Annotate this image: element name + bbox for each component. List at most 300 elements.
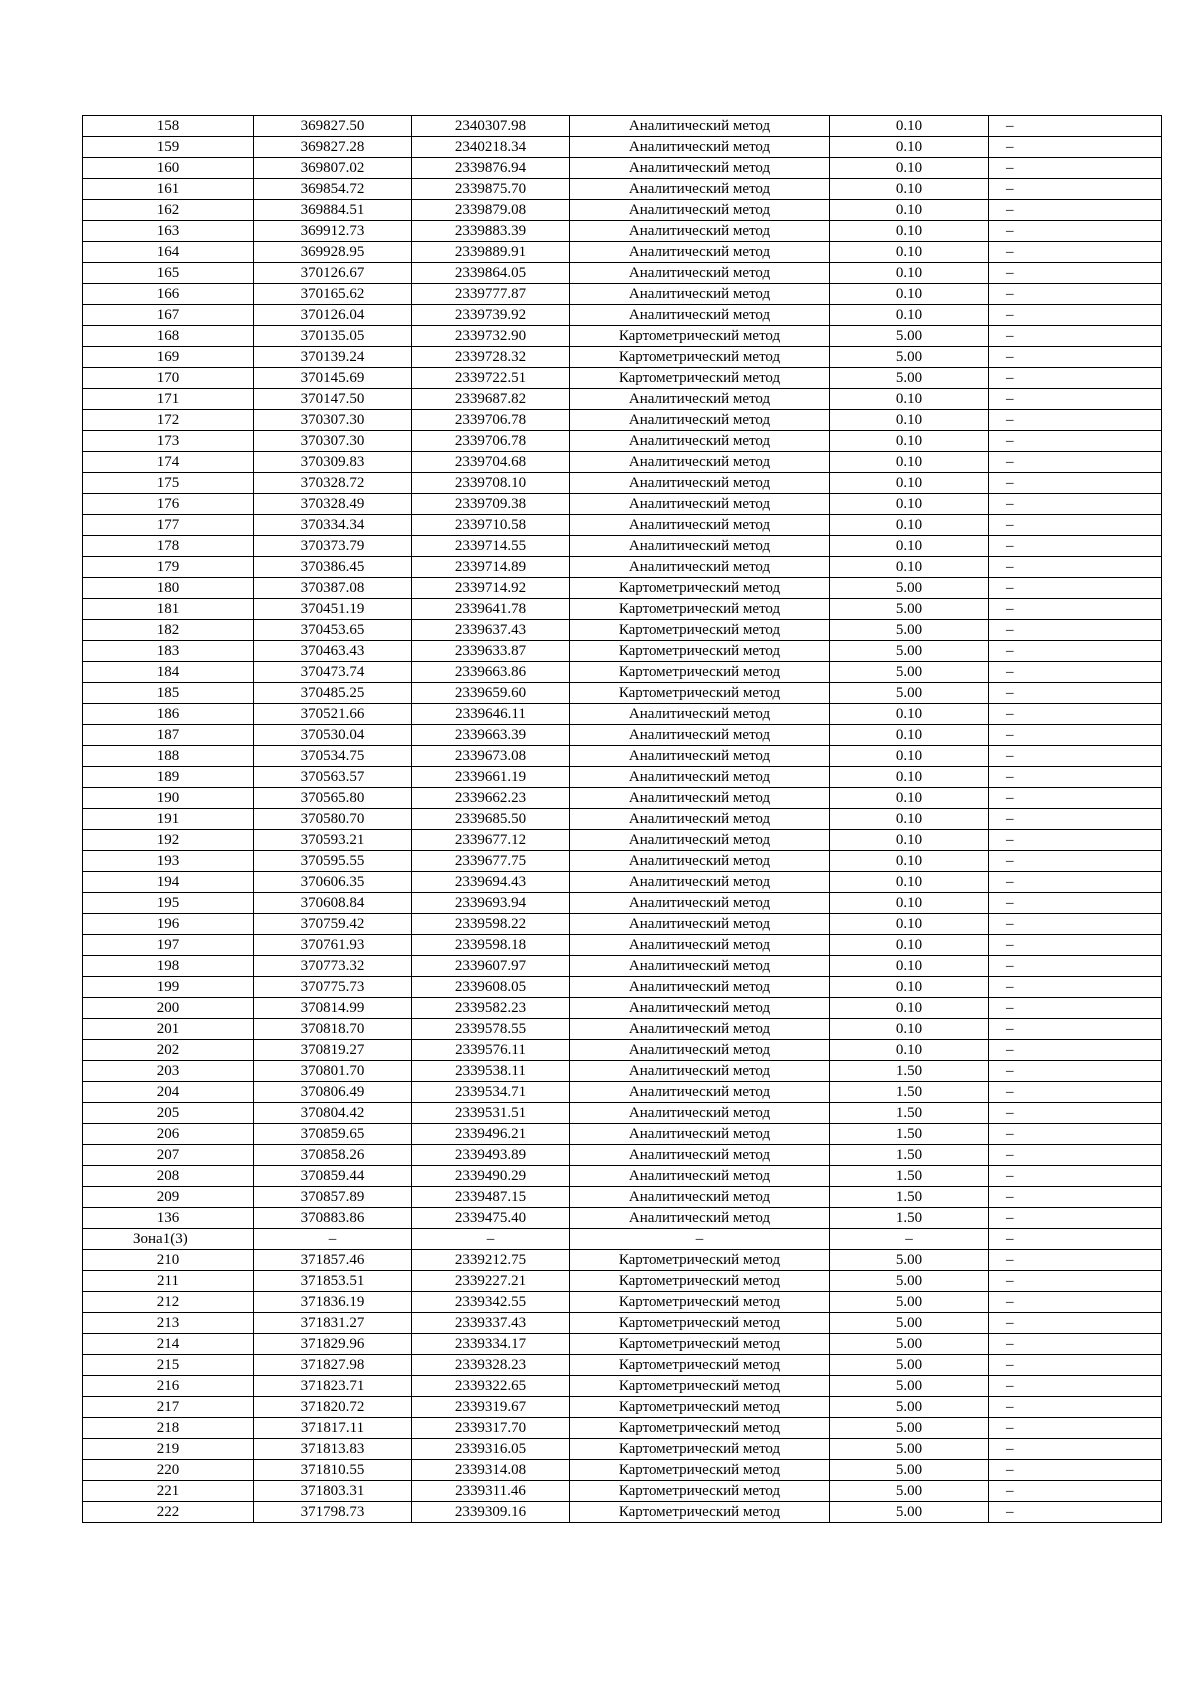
accuracy-cell: – — [830, 1229, 989, 1250]
accuracy-cell: 0.10 — [830, 473, 989, 494]
point-number-cell: 212 — [83, 1292, 254, 1313]
method-cell: Аналитический метод — [570, 410, 830, 431]
point-number-cell: 215 — [83, 1355, 254, 1376]
x-coordinate-cell: 371798.73 — [254, 1502, 412, 1523]
accuracy-cell: 0.10 — [830, 788, 989, 809]
table-row — [83, 620, 1162, 641]
x-coordinate-cell: 370135.05 — [254, 326, 412, 347]
table-row — [83, 200, 1162, 221]
note-cell: – — [989, 935, 1162, 956]
method-cell: Аналитический метод — [570, 746, 830, 767]
note-cell: – — [989, 893, 1162, 914]
y-coordinate-cell: 2339227.21 — [412, 1271, 570, 1292]
table-row — [83, 1502, 1162, 1523]
x-coordinate-cell: 370126.04 — [254, 305, 412, 326]
accuracy-cell: 5.00 — [830, 1271, 989, 1292]
method-cell: Аналитический метод — [570, 536, 830, 557]
table-row — [83, 347, 1162, 368]
table-row — [83, 1355, 1162, 1376]
method-cell: – — [570, 1229, 830, 1250]
point-number-cell: 167 — [83, 305, 254, 326]
note-cell: – — [989, 1208, 1162, 1229]
accuracy-cell: 5.00 — [830, 1355, 989, 1376]
note-cell: – — [989, 473, 1162, 494]
x-coordinate-cell: 369827.50 — [254, 116, 412, 137]
x-coordinate-cell: 370463.43 — [254, 641, 412, 662]
method-cell: Аналитический метод — [570, 263, 830, 284]
table-row — [83, 1313, 1162, 1334]
note-cell: – — [989, 1481, 1162, 1502]
point-number-cell: 211 — [83, 1271, 254, 1292]
method-cell: Аналитический метод — [570, 431, 830, 452]
x-coordinate-cell: 369912.73 — [254, 221, 412, 242]
method-cell: Картометрический метод — [570, 662, 830, 683]
method-cell: Аналитический метод — [570, 830, 830, 851]
point-number-cell: 191 — [83, 809, 254, 830]
point-number-cell: 161 — [83, 179, 254, 200]
table-row — [83, 221, 1162, 242]
y-coordinate-cell: 2340307.98 — [412, 116, 570, 137]
table-row — [83, 1292, 1162, 1313]
accuracy-cell: 5.00 — [830, 1292, 989, 1313]
y-coordinate-cell: 2339317.70 — [412, 1418, 570, 1439]
accuracy-cell: 5.00 — [830, 1250, 989, 1271]
point-number-cell: 196 — [83, 914, 254, 935]
note-cell: – — [989, 305, 1162, 326]
table-row — [83, 116, 1162, 137]
method-cell: Аналитический метод — [570, 305, 830, 326]
accuracy-cell: 0.10 — [830, 200, 989, 221]
note-cell: – — [989, 1145, 1162, 1166]
point-number-cell: 195 — [83, 893, 254, 914]
note-cell: – — [989, 914, 1162, 935]
x-coordinate-cell: 370593.21 — [254, 830, 412, 851]
table-row — [83, 1376, 1162, 1397]
coordinates-table — [82, 115, 1162, 1523]
x-coordinate-cell: 370451.19 — [254, 599, 412, 620]
table-row — [83, 515, 1162, 536]
point-number-cell: 193 — [83, 851, 254, 872]
point-number-cell: 166 — [83, 284, 254, 305]
x-coordinate-cell: 370485.25 — [254, 683, 412, 704]
table-row — [83, 158, 1162, 179]
method-cell: Картометрический метод — [570, 1502, 830, 1523]
note-cell: – — [989, 956, 1162, 977]
note-cell: – — [989, 809, 1162, 830]
method-cell: Аналитический метод — [570, 1040, 830, 1061]
method-cell: Картометрический метод — [570, 1460, 830, 1481]
table-row — [83, 977, 1162, 998]
note-cell: – — [989, 536, 1162, 557]
y-coordinate-cell: 2339314.08 — [412, 1460, 570, 1481]
y-coordinate-cell: 2339722.51 — [412, 368, 570, 389]
table-row — [83, 1019, 1162, 1040]
coordinates-table-body — [83, 116, 1162, 1523]
note-cell: – — [989, 620, 1162, 641]
accuracy-cell: 0.10 — [830, 452, 989, 473]
method-cell: Аналитический метод — [570, 221, 830, 242]
accuracy-cell: 0.10 — [830, 767, 989, 788]
method-cell: Аналитический метод — [570, 1124, 830, 1145]
x-coordinate-cell: 371836.19 — [254, 1292, 412, 1313]
y-coordinate-cell: 2339732.90 — [412, 326, 570, 347]
accuracy-cell: 0.10 — [830, 893, 989, 914]
x-coordinate-cell: 371857.46 — [254, 1250, 412, 1271]
x-coordinate-cell: 371831.27 — [254, 1313, 412, 1334]
x-coordinate-cell: 370818.70 — [254, 1019, 412, 1040]
table-row — [83, 305, 1162, 326]
note-cell: – — [989, 1187, 1162, 1208]
accuracy-cell: 0.10 — [830, 242, 989, 263]
note-cell: – — [989, 1040, 1162, 1061]
y-coordinate-cell: 2339876.94 — [412, 158, 570, 179]
table-row — [83, 557, 1162, 578]
table-row — [83, 725, 1162, 746]
y-coordinate-cell: 2339685.50 — [412, 809, 570, 830]
accuracy-cell: 0.10 — [830, 998, 989, 1019]
note-cell: – — [989, 1418, 1162, 1439]
table-row — [83, 1145, 1162, 1166]
table-row — [83, 1418, 1162, 1439]
y-coordinate-cell: 2339706.78 — [412, 431, 570, 452]
method-cell: Аналитический метод — [570, 1019, 830, 1040]
method-cell: Аналитический метод — [570, 137, 830, 158]
x-coordinate-cell: 369928.95 — [254, 242, 412, 263]
point-number-cell: 179 — [83, 557, 254, 578]
note-cell: – — [989, 1313, 1162, 1334]
note-cell: – — [989, 725, 1162, 746]
x-coordinate-cell: 370147.50 — [254, 389, 412, 410]
accuracy-cell: 0.10 — [830, 179, 989, 200]
x-coordinate-cell: 371820.72 — [254, 1397, 412, 1418]
y-coordinate-cell: 2339709.38 — [412, 494, 570, 515]
note-cell: – — [989, 767, 1162, 788]
accuracy-cell: 5.00 — [830, 1334, 989, 1355]
note-cell: – — [989, 578, 1162, 599]
note-cell: – — [989, 872, 1162, 893]
method-cell: Аналитический метод — [570, 1145, 830, 1166]
x-coordinate-cell: 370606.35 — [254, 872, 412, 893]
accuracy-cell: 1.50 — [830, 1082, 989, 1103]
method-cell: Картометрический метод — [570, 1481, 830, 1502]
note-cell: – — [989, 557, 1162, 578]
note-cell: – — [989, 830, 1162, 851]
point-number-cell: 188 — [83, 746, 254, 767]
method-cell: Картометрический метод — [570, 326, 830, 347]
accuracy-cell: 0.10 — [830, 137, 989, 158]
point-number-cell: 164 — [83, 242, 254, 263]
note-cell: – — [989, 1376, 1162, 1397]
note-cell: – — [989, 1502, 1162, 1523]
point-number-cell: 202 — [83, 1040, 254, 1061]
y-coordinate-cell: 2339637.43 — [412, 620, 570, 641]
accuracy-cell: 5.00 — [830, 1460, 989, 1481]
method-cell: Картометрический метод — [570, 1439, 830, 1460]
method-cell: Аналитический метод — [570, 1082, 830, 1103]
note-cell: – — [989, 200, 1162, 221]
method-cell: Картометрический метод — [570, 1292, 830, 1313]
point-number-cell: 221 — [83, 1481, 254, 1502]
x-coordinate-cell: 370328.49 — [254, 494, 412, 515]
x-coordinate-cell: 370307.30 — [254, 410, 412, 431]
y-coordinate-cell: 2339487.15 — [412, 1187, 570, 1208]
point-number-cell: 216 — [83, 1376, 254, 1397]
note-cell: – — [989, 368, 1162, 389]
method-cell: Аналитический метод — [570, 179, 830, 200]
note-cell: – — [989, 1019, 1162, 1040]
method-cell: Аналитический метод — [570, 725, 830, 746]
method-cell: Аналитический метод — [570, 956, 830, 977]
y-coordinate-cell: 2339777.87 — [412, 284, 570, 305]
y-coordinate-cell: 2339714.92 — [412, 578, 570, 599]
y-coordinate-cell: 2339319.67 — [412, 1397, 570, 1418]
table-row — [83, 1124, 1162, 1145]
point-number-cell: 201 — [83, 1019, 254, 1040]
x-coordinate-cell: 370453.65 — [254, 620, 412, 641]
method-cell: Аналитический метод — [570, 914, 830, 935]
x-coordinate-cell: 369884.51 — [254, 200, 412, 221]
y-coordinate-cell: 2339879.08 — [412, 200, 570, 221]
accuracy-cell: 5.00 — [830, 620, 989, 641]
y-coordinate-cell: 2339608.05 — [412, 977, 570, 998]
table-row — [83, 1334, 1162, 1355]
method-cell: Аналитический метод — [570, 1208, 830, 1229]
x-coordinate-cell: 370521.66 — [254, 704, 412, 725]
point-number-cell: 190 — [83, 788, 254, 809]
table-row — [83, 137, 1162, 158]
y-coordinate-cell: 2339693.94 — [412, 893, 570, 914]
accuracy-cell: 5.00 — [830, 1439, 989, 1460]
x-coordinate-cell: 370883.86 — [254, 1208, 412, 1229]
y-coordinate-cell: 2339316.05 — [412, 1439, 570, 1460]
point-number-cell: 219 — [83, 1439, 254, 1460]
note-cell: – — [989, 662, 1162, 683]
point-number-cell: 174 — [83, 452, 254, 473]
table-row — [83, 1439, 1162, 1460]
point-number-cell: 199 — [83, 977, 254, 998]
x-coordinate-cell: 370309.83 — [254, 452, 412, 473]
x-coordinate-cell: 370563.57 — [254, 767, 412, 788]
method-cell: Аналитический метод — [570, 893, 830, 914]
point-number-cell: 186 — [83, 704, 254, 725]
note-cell: – — [989, 599, 1162, 620]
note-cell: – — [989, 1166, 1162, 1187]
note-cell: – — [989, 1229, 1162, 1250]
x-coordinate-cell: 370565.80 — [254, 788, 412, 809]
note-cell: – — [989, 788, 1162, 809]
point-number-cell: 220 — [83, 1460, 254, 1481]
table-row — [83, 851, 1162, 872]
x-coordinate-cell: 371813.83 — [254, 1439, 412, 1460]
table-row — [83, 1481, 1162, 1502]
x-coordinate-cell: 371829.96 — [254, 1334, 412, 1355]
note-cell: – — [989, 494, 1162, 515]
point-number-cell: 204 — [83, 1082, 254, 1103]
table-row — [83, 410, 1162, 431]
table-row — [83, 599, 1162, 620]
y-coordinate-cell: 2339706.78 — [412, 410, 570, 431]
accuracy-cell: 0.10 — [830, 431, 989, 452]
method-cell: Картометрический метод — [570, 1334, 830, 1355]
method-cell: Аналитический метод — [570, 158, 830, 179]
note-cell: – — [989, 704, 1162, 725]
point-number-cell: 187 — [83, 725, 254, 746]
y-coordinate-cell: 2339687.82 — [412, 389, 570, 410]
accuracy-cell: 0.10 — [830, 935, 989, 956]
note-cell: – — [989, 284, 1162, 305]
method-cell: Аналитический метод — [570, 935, 830, 956]
note-cell: – — [989, 851, 1162, 872]
y-coordinate-cell: 2339641.78 — [412, 599, 570, 620]
x-coordinate-cell: 370773.32 — [254, 956, 412, 977]
table-row — [83, 536, 1162, 557]
table-row — [83, 1061, 1162, 1082]
x-coordinate-cell: – — [254, 1229, 412, 1250]
y-coordinate-cell: 2339704.68 — [412, 452, 570, 473]
table-row — [83, 830, 1162, 851]
point-number-cell: 198 — [83, 956, 254, 977]
x-coordinate-cell: 370387.08 — [254, 578, 412, 599]
y-coordinate-cell: 2339576.11 — [412, 1040, 570, 1061]
y-coordinate-cell: 2339677.75 — [412, 851, 570, 872]
point-number-cell: 203 — [83, 1061, 254, 1082]
note-cell: – — [989, 347, 1162, 368]
accuracy-cell: 0.10 — [830, 851, 989, 872]
table-row — [83, 1103, 1162, 1124]
note-cell: – — [989, 452, 1162, 473]
point-number-cell: 171 — [83, 389, 254, 410]
table-row — [83, 641, 1162, 662]
x-coordinate-cell: 371823.71 — [254, 1376, 412, 1397]
x-coordinate-cell: 370307.30 — [254, 431, 412, 452]
y-coordinate-cell: – — [412, 1229, 570, 1250]
table-row — [83, 578, 1162, 599]
y-coordinate-cell: 2339633.87 — [412, 641, 570, 662]
accuracy-cell: 1.50 — [830, 1187, 989, 1208]
method-cell: Аналитический метод — [570, 1103, 830, 1124]
accuracy-cell: 5.00 — [830, 347, 989, 368]
y-coordinate-cell: 2339496.21 — [412, 1124, 570, 1145]
table-row — [83, 1208, 1162, 1229]
y-coordinate-cell: 2339311.46 — [412, 1481, 570, 1502]
note-cell: – — [989, 1397, 1162, 1418]
y-coordinate-cell: 2339334.17 — [412, 1334, 570, 1355]
method-cell: Аналитический метод — [570, 200, 830, 221]
x-coordinate-cell: 369854.72 — [254, 179, 412, 200]
table-row — [83, 368, 1162, 389]
note-cell: – — [989, 1460, 1162, 1481]
accuracy-cell: 0.10 — [830, 809, 989, 830]
table-row — [83, 956, 1162, 977]
y-coordinate-cell: 2339714.55 — [412, 536, 570, 557]
accuracy-cell: 0.10 — [830, 116, 989, 137]
table-row — [83, 872, 1162, 893]
x-coordinate-cell: 370328.72 — [254, 473, 412, 494]
y-coordinate-cell: 2339694.43 — [412, 872, 570, 893]
point-number-cell: 160 — [83, 158, 254, 179]
method-cell: Аналитический метод — [570, 809, 830, 830]
table-row — [83, 452, 1162, 473]
note-cell: – — [989, 389, 1162, 410]
point-number-cell: 207 — [83, 1145, 254, 1166]
point-number-cell: 136 — [83, 1208, 254, 1229]
table-row — [83, 1460, 1162, 1481]
point-number-cell: 218 — [83, 1418, 254, 1439]
y-coordinate-cell: 2339663.39 — [412, 725, 570, 746]
table-row — [83, 473, 1162, 494]
accuracy-cell: 1.50 — [830, 1208, 989, 1229]
point-number-cell: 214 — [83, 1334, 254, 1355]
method-cell: Картометрический метод — [570, 347, 830, 368]
accuracy-cell: 0.10 — [830, 410, 989, 431]
accuracy-cell: 0.10 — [830, 305, 989, 326]
point-number-cell: 209 — [83, 1187, 254, 1208]
point-number-cell: 172 — [83, 410, 254, 431]
accuracy-cell: 0.10 — [830, 914, 989, 935]
accuracy-cell: 0.10 — [830, 704, 989, 725]
x-coordinate-cell: 370595.55 — [254, 851, 412, 872]
method-cell: Аналитический метод — [570, 851, 830, 872]
note-cell: – — [989, 998, 1162, 1019]
y-coordinate-cell: 2339538.11 — [412, 1061, 570, 1082]
x-coordinate-cell: 370145.69 — [254, 368, 412, 389]
accuracy-cell: 5.00 — [830, 641, 989, 662]
note-cell: – — [989, 683, 1162, 704]
y-coordinate-cell: 2339646.11 — [412, 704, 570, 725]
x-coordinate-cell: 370534.75 — [254, 746, 412, 767]
point-number-cell: 192 — [83, 830, 254, 851]
table-row — [83, 788, 1162, 809]
y-coordinate-cell: 2339598.18 — [412, 935, 570, 956]
x-coordinate-cell: 370759.42 — [254, 914, 412, 935]
accuracy-cell: 5.00 — [830, 326, 989, 347]
accuracy-cell: 5.00 — [830, 1502, 989, 1523]
x-coordinate-cell: 370814.99 — [254, 998, 412, 1019]
y-coordinate-cell: 2339342.55 — [412, 1292, 570, 1313]
y-coordinate-cell: 2339598.22 — [412, 914, 570, 935]
note-cell: – — [989, 221, 1162, 242]
method-cell: Аналитический метод — [570, 1187, 830, 1208]
table-row — [83, 998, 1162, 1019]
note-cell: – — [989, 977, 1162, 998]
x-coordinate-cell: 370386.45 — [254, 557, 412, 578]
accuracy-cell: 1.50 — [830, 1145, 989, 1166]
note-cell: – — [989, 116, 1162, 137]
point-number-cell: 184 — [83, 662, 254, 683]
accuracy-cell: 1.50 — [830, 1124, 989, 1145]
accuracy-cell: 0.10 — [830, 536, 989, 557]
x-coordinate-cell: 370580.70 — [254, 809, 412, 830]
point-number-cell: 185 — [83, 683, 254, 704]
point-number-cell: 208 — [83, 1166, 254, 1187]
accuracy-cell: 1.50 — [830, 1103, 989, 1124]
x-coordinate-cell: 370334.34 — [254, 515, 412, 536]
point-number-cell: 169 — [83, 347, 254, 368]
x-coordinate-cell: 371817.11 — [254, 1418, 412, 1439]
table-row — [83, 431, 1162, 452]
point-number-cell: 158 — [83, 116, 254, 137]
table-row — [83, 809, 1162, 830]
x-coordinate-cell: 370139.24 — [254, 347, 412, 368]
note-cell: – — [989, 1124, 1162, 1145]
accuracy-cell: 0.10 — [830, 977, 989, 998]
y-coordinate-cell: 2339607.97 — [412, 956, 570, 977]
x-coordinate-cell: 370804.42 — [254, 1103, 412, 1124]
point-number-cell: 178 — [83, 536, 254, 557]
table-row — [83, 1271, 1162, 1292]
accuracy-cell: 5.00 — [830, 1397, 989, 1418]
x-coordinate-cell: 370608.84 — [254, 893, 412, 914]
